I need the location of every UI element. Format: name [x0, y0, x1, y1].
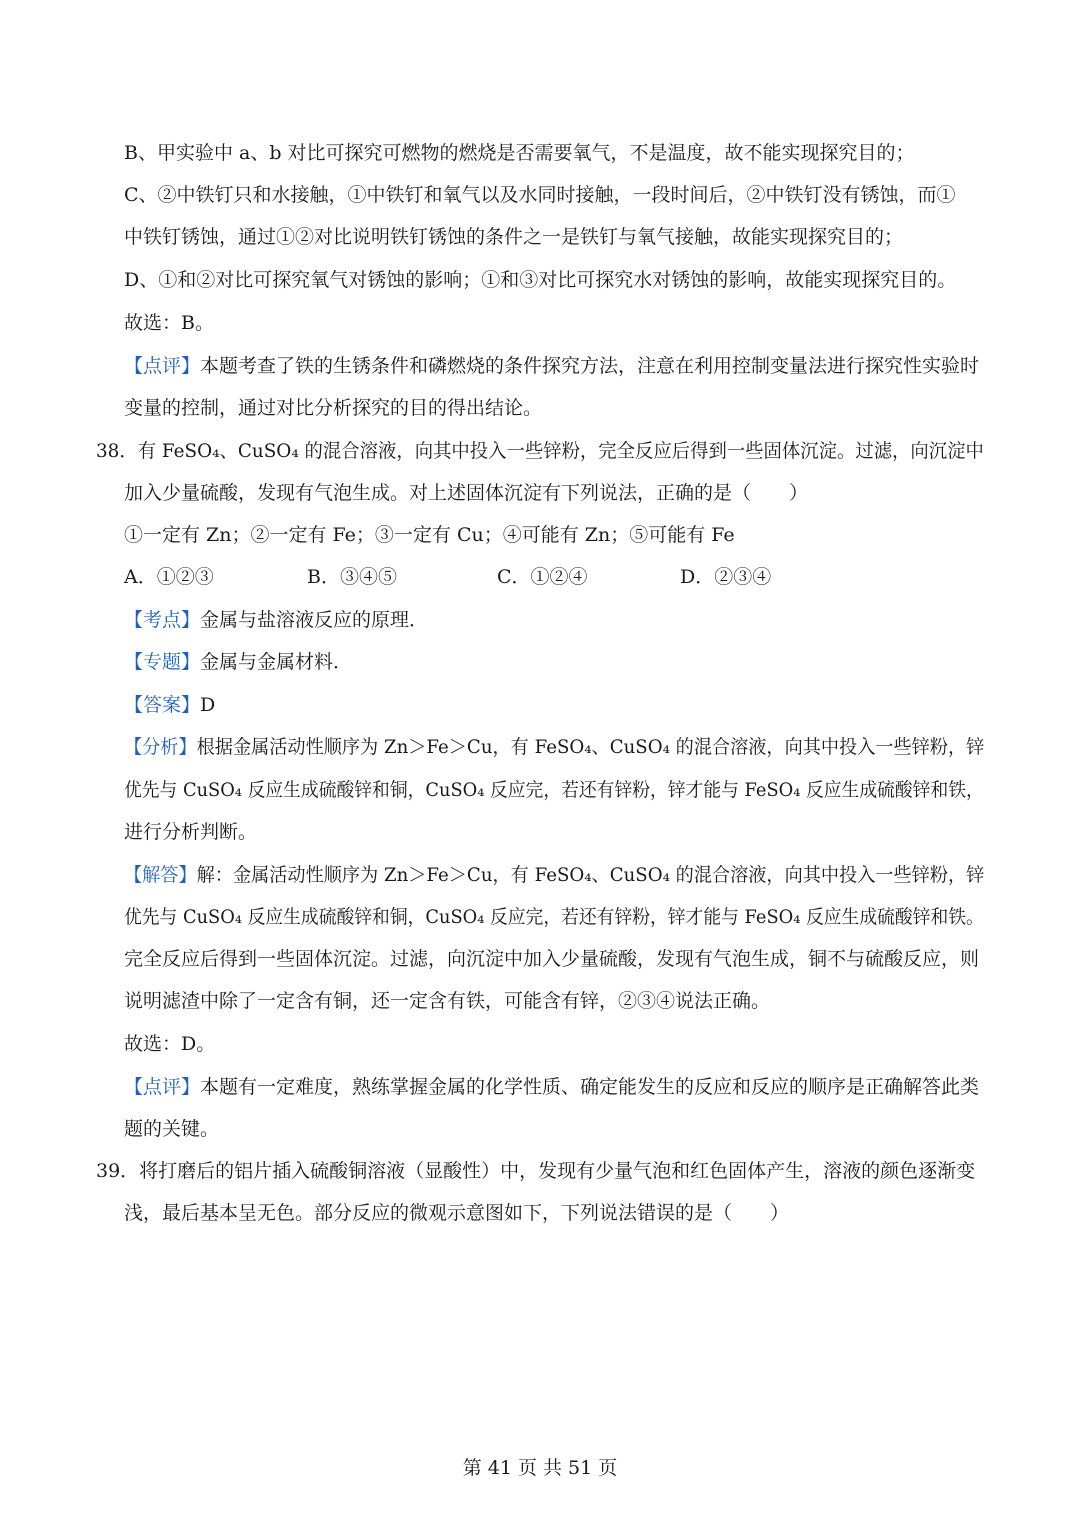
solution-line3: 完全反应后得到一些固体沉淀。过滤，向沉淀中加入少量硫酸，发现有气泡生成，铜不与硫酸反应，则 [124, 948, 980, 970]
prev-answer-line-d: D、①和②对比可探究氧气对锈蚀的影响；①和③对比可探究水对锈蚀的影响，故能实现探究目的。 [124, 269, 957, 291]
zhuanti-text: 金属与金属材料． [200, 651, 353, 673]
solution-line1: 解：金属活动性顺序为 Zn＞Fe＞Cu，有 FeSO₄、CuSO₄ 的混合溶液，向其中投入一些锌粉，锌 [196, 864, 985, 886]
prev-answer-choice: 故选：B。 [124, 312, 214, 334]
question-39-line2: 浅，最后基本呈无色。部分反应的微观示意图如下，下列说法错误的是（ ） [124, 1202, 790, 1224]
option-a: A．①②③ [124, 566, 214, 588]
analysis [124, 733, 984, 761]
question-39-line1: 39．将打磨后的铝片插入硫酸铜溶液（显酸性）中，发现有少量气泡和红色固体产生，溶液的颜色逐渐变 [96, 1160, 976, 1182]
prev-comment [124, 352, 979, 380]
kaodian-tag: 【考点】 [124, 609, 201, 631]
q38-choice: 故选：D。 [124, 1033, 216, 1055]
q38-comment-tag: 【点评】 [124, 1076, 201, 1098]
option-d: D．②③④ [680, 566, 772, 588]
option-b: B．③④⑤ [307, 566, 397, 588]
prev-answer-line-c2: 中铁钉锈蚀，通过①②对比说明铁钉锈蚀的条件之一是铁钉与氧气接触，故能实现探究目的； [124, 226, 904, 248]
zhuanti-tag: 【专题】 [124, 651, 201, 673]
kaodian [124, 606, 428, 634]
q38-comment-line2: 题的关键。 [124, 1118, 220, 1140]
zhuanti [124, 648, 352, 676]
analysis-tag: 【分析】 [124, 736, 197, 758]
solution-line2: 优先与 CuSO₄ 反应生成硫酸锌和铜，CuSO₄ 反应完，若还有锌粉，锌才能与 FeSO₄ 反应生成硫酸锌和铁。 [124, 906, 984, 928]
answer-text: D [200, 694, 216, 716]
q38-comment-line1: 本题有一定难度，熟练掌握金属的化学性质、确定能发生的反应和反应的顺序是正确解答此类 [200, 1076, 980, 1098]
comment-text: 本题考查了铁的生锈条件和磷燃烧的条件探究方法，注意在利用控制变量法进行探究性实验时 [200, 355, 980, 377]
answer-tag: 【答案】 [124, 694, 201, 716]
question-38-line2: 加入少量硫酸，发现有气泡生成。对上述固体沉淀有下列说法，正确的是（ ） [124, 482, 809, 504]
question-38-statements: ①一定有 Zn；②一定有 Fe；③一定有 Cu；④可能有 Zn；⑤可能有 Fe [124, 524, 735, 546]
kaodian-text: 金属与盐溶液反应的原理． [200, 609, 429, 631]
prev-comment-line2: 变量的控制，通过对比分析探究的目的得出结论。 [124, 397, 543, 419]
q38-comment [124, 1073, 979, 1101]
analysis-line2: 优先与 CuSO₄ 反应生成硫酸锌和铜，CuSO₄ 反应完，若还有锌粉，锌才能与 FeSO₄ 反应生成硫酸锌和铁， [124, 779, 984, 801]
solution [124, 861, 984, 889]
page-footer: 第 41 页 共 51 页 [462, 1457, 618, 1479]
analysis-line1: 根据金属活动性顺序为 Zn＞Fe＞Cu，有 FeSO₄、CuSO₄ 的混合溶液，向其中投入一些锌粉，锌 [196, 736, 985, 758]
prev-answer-line-b: B、甲实验中 a、b 对比可探究可燃物的燃烧是否需要氧气，不是温度，故不能实现探究目的； [124, 142, 915, 164]
question-38-line1: 38．有 FeSO₄、CuSO₄ 的混合溶液，向其中投入一些锌粉，完全反应后得到一些固体沉淀。过滤，向沉淀中 [96, 440, 984, 462]
solution-line4: 说明滤渣中除了一定含有铜，还一定含有铁，可能含有锌，②③④说法正确。 [124, 990, 771, 1012]
comment-tag: 【点评】 [124, 355, 201, 377]
analysis-line3: 进行分析判断。 [124, 821, 258, 843]
answer [124, 691, 215, 719]
solution-tag: 【解答】 [124, 864, 197, 886]
prev-answer-line-c1: C、②中铁钉只和水接触，①中铁钉和氧气以及水同时接触，一段时间后，②中铁钉没有锈蚀，而① [124, 184, 956, 206]
option-c: C．①②④ [497, 566, 588, 588]
